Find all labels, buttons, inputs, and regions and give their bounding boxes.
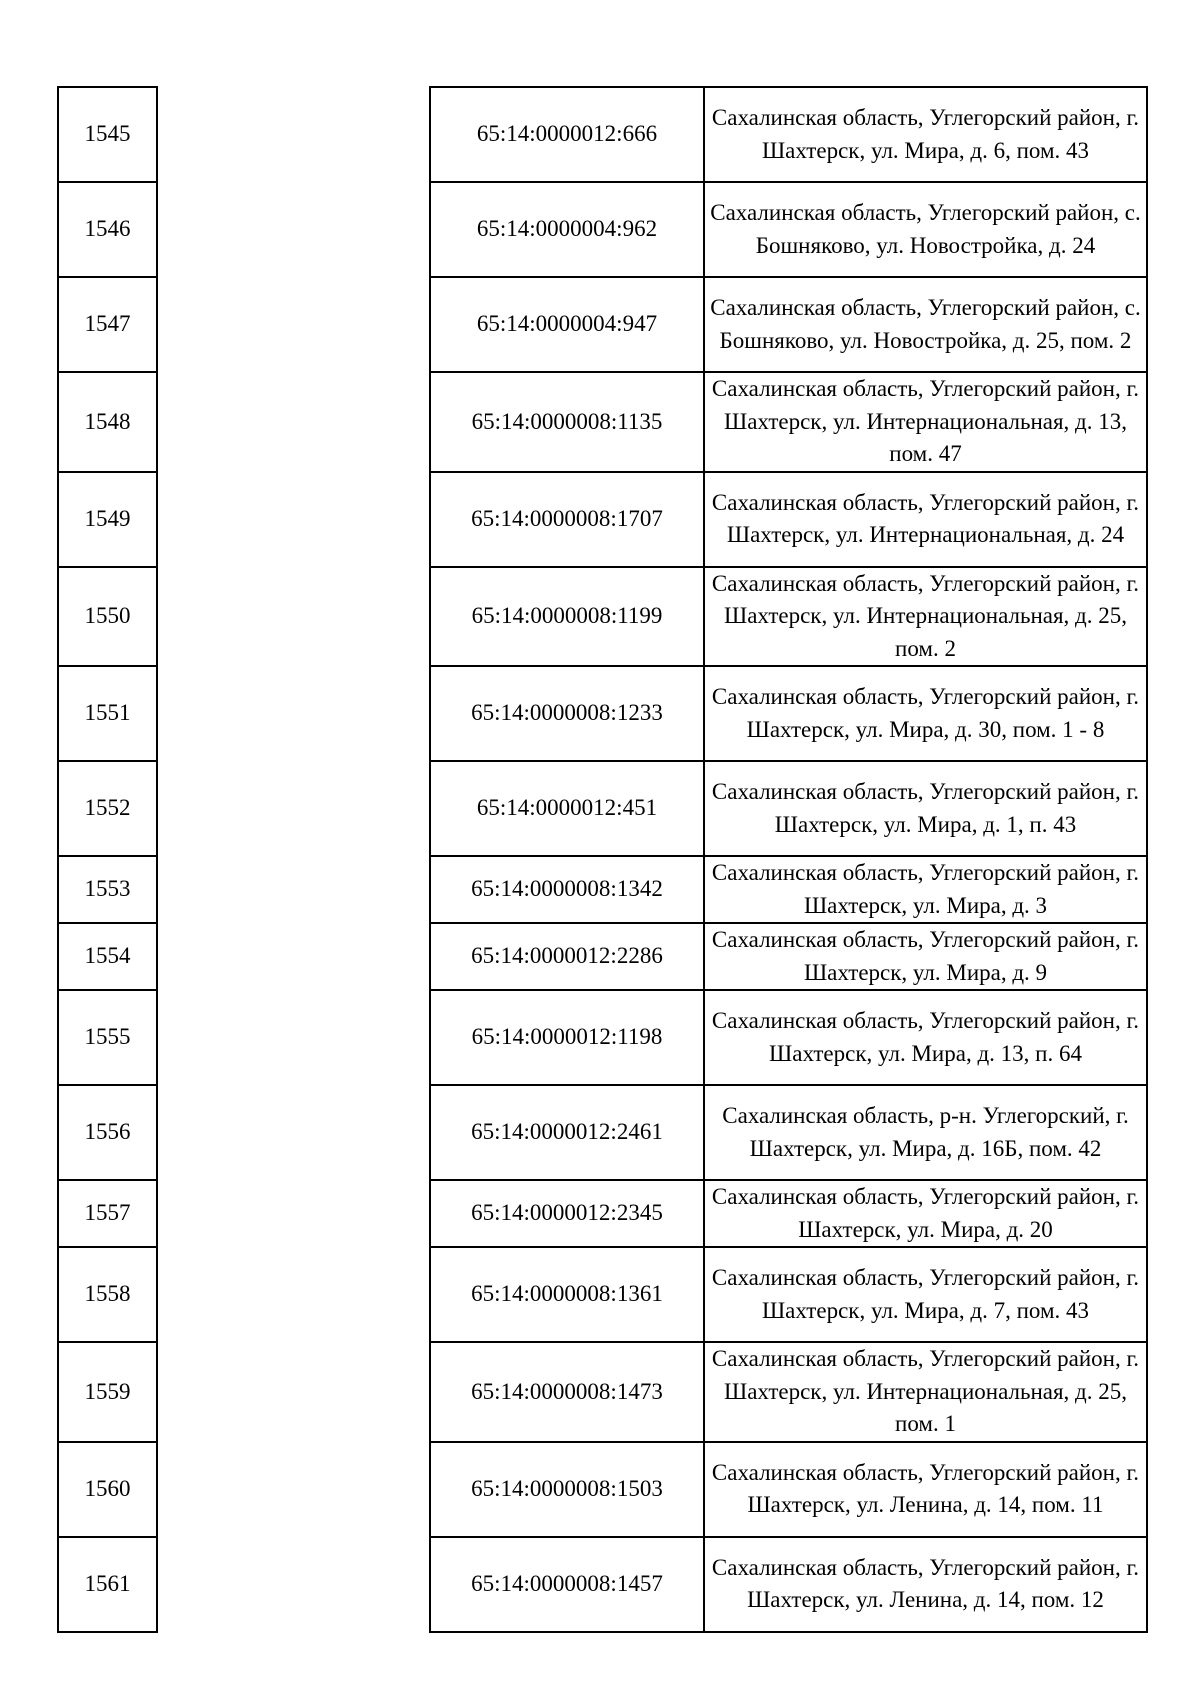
empty-column — [157, 277, 430, 372]
row-number: 1554 — [58, 923, 157, 990]
table-row — [58, 1085, 1147, 1180]
table-row — [58, 1342, 1147, 1442]
cadastral-number: 65:14:0000012:2461 — [430, 1085, 704, 1180]
row-number: 1551 — [58, 666, 157, 761]
empty-column — [157, 1342, 430, 1442]
row-number: 1561 — [58, 1537, 157, 1632]
property-address: Сахалинская область, Углегорский район, г. Шахтерск, ул. Мира, д. 3 — [704, 856, 1147, 923]
property-address: Сахалинская область, Углегорский район, г. Шахтерск, ул. Мира, д. 20 — [704, 1180, 1147, 1247]
cadastral-number: 65:14:0000008:1503 — [430, 1442, 704, 1537]
table-row — [58, 182, 1147, 277]
empty-column — [157, 1537, 430, 1632]
table-row — [58, 472, 1147, 567]
property-address: Сахалинская область, Углегорский район, г. Шахтерск, ул. Ленина, д. 14, пом. 11 — [704, 1442, 1147, 1537]
empty-column — [157, 990, 430, 1085]
property-address: Сахалинская область, Углегорский район, г. Шахтерск, ул. Интернациональная, д. 25, пом. 2 — [704, 567, 1147, 667]
cadastral-number: 65:14:0000008:1473 — [430, 1342, 704, 1442]
property-address: Сахалинская область, Углегорский район, г. Шахтерск, ул. Мира, д. 30, пом. 1 - 8 — [704, 666, 1147, 761]
empty-column — [157, 372, 430, 472]
cadastral-number: 65:14:0000004:947 — [430, 277, 704, 372]
property-address: Сахалинская область, Углегорский район, г. Шахтерск, ул. Мира, д. 13, п. 64 — [704, 990, 1147, 1085]
cadastral-number: 65:14:0000008:1361 — [430, 1247, 704, 1342]
table-row — [58, 856, 1147, 923]
property-register-table — [57, 86, 1148, 1633]
table-row — [58, 87, 1147, 182]
empty-column — [157, 87, 430, 182]
empty-column — [157, 1180, 430, 1247]
cadastral-number: 65:14:0000008:1199 — [430, 567, 704, 667]
table-row — [58, 567, 1147, 667]
cadastral-number: 65:14:0000008:1457 — [430, 1537, 704, 1632]
property-address: Сахалинская область, Углегорский район, г. Шахтерск, ул. Мира, д. 9 — [704, 923, 1147, 990]
table-row — [58, 761, 1147, 856]
table-row — [58, 1180, 1147, 1247]
row-number: 1552 — [58, 761, 157, 856]
property-address: Сахалинская область, Углегорский район, г. Шахтерск, ул. Интернациональная, д. 25, пом. 1 — [704, 1342, 1147, 1442]
row-number: 1556 — [58, 1085, 157, 1180]
empty-column — [157, 182, 430, 277]
cadastral-number: 65:14:0000008:1135 — [430, 372, 704, 472]
row-number: 1559 — [58, 1342, 157, 1442]
cadastral-number: 65:14:0000012:2286 — [430, 923, 704, 990]
row-number: 1553 — [58, 856, 157, 923]
property-address: Сахалинская область, Углегорский район, г. Шахтерск, ул. Интернациональная, д. 24 — [704, 472, 1147, 567]
table-row — [58, 990, 1147, 1085]
property-address: Сахалинская область, Углегорский район, с. Бошняково, ул. Новостройка, д. 25, пом. 2 — [704, 277, 1147, 372]
empty-column — [157, 1442, 430, 1537]
property-address: Сахалинская область, Углегорский район, г. Шахтерск, ул. Интернациональная, д. 13, пом. 47 — [704, 372, 1147, 472]
empty-column — [157, 567, 430, 667]
table-row — [58, 666, 1147, 761]
empty-column — [157, 666, 430, 761]
property-address: Сахалинская область, Углегорский район, г. Шахтерск, ул. Мира, д. 6, пом. 43 — [704, 87, 1147, 182]
empty-column — [157, 923, 430, 990]
row-number: 1550 — [58, 567, 157, 667]
cadastral-number: 65:14:0000012:666 — [430, 87, 704, 182]
cadastral-number: 65:14:0000012:1198 — [430, 990, 704, 1085]
property-address: Сахалинская область, р-н. Углегорский, г. Шахтерск, ул. Мира, д. 16Б, пом. 42 — [704, 1085, 1147, 1180]
property-address: Сахалинская область, Углегорский район, г. Шахтерск, ул. Мира, д. 1, п. 43 — [704, 761, 1147, 856]
empty-column — [157, 1085, 430, 1180]
table-row — [58, 923, 1147, 990]
property-address: Сахалинская область, Углегорский район, г. Шахтерск, ул. Ленина, д. 14, пом. 12 — [704, 1537, 1147, 1632]
table-body — [58, 87, 1147, 1632]
row-number: 1560 — [58, 1442, 157, 1537]
empty-column — [157, 472, 430, 567]
table-row — [58, 1442, 1147, 1537]
property-address: Сахалинская область, Углегорский район, г. Шахтерск, ул. Мира, д. 7, пом. 43 — [704, 1247, 1147, 1342]
row-number: 1548 — [58, 372, 157, 472]
table-row — [58, 1537, 1147, 1632]
row-number: 1557 — [58, 1180, 157, 1247]
empty-column — [157, 761, 430, 856]
empty-column — [157, 856, 430, 923]
cadastral-number: 65:14:0000008:1233 — [430, 666, 704, 761]
row-number: 1555 — [58, 990, 157, 1085]
row-number: 1547 — [58, 277, 157, 372]
cadastral-number: 65:14:0000012:451 — [430, 761, 704, 856]
row-number: 1545 — [58, 87, 157, 182]
empty-column — [157, 1247, 430, 1342]
cadastral-number: 65:14:0000008:1707 — [430, 472, 704, 567]
cadastral-number: 65:14:0000012:2345 — [430, 1180, 704, 1247]
row-number: 1546 — [58, 182, 157, 277]
cadastral-number: 65:14:0000004:962 — [430, 182, 704, 277]
property-address: Сахалинская область, Углегорский район, с. Бошняково, ул. Новостройка, д. 24 — [704, 182, 1147, 277]
table-row — [58, 1247, 1147, 1342]
table-row — [58, 277, 1147, 372]
table-row — [58, 372, 1147, 472]
cadastral-number: 65:14:0000008:1342 — [430, 856, 704, 923]
row-number: 1558 — [58, 1247, 157, 1342]
row-number: 1549 — [58, 472, 157, 567]
